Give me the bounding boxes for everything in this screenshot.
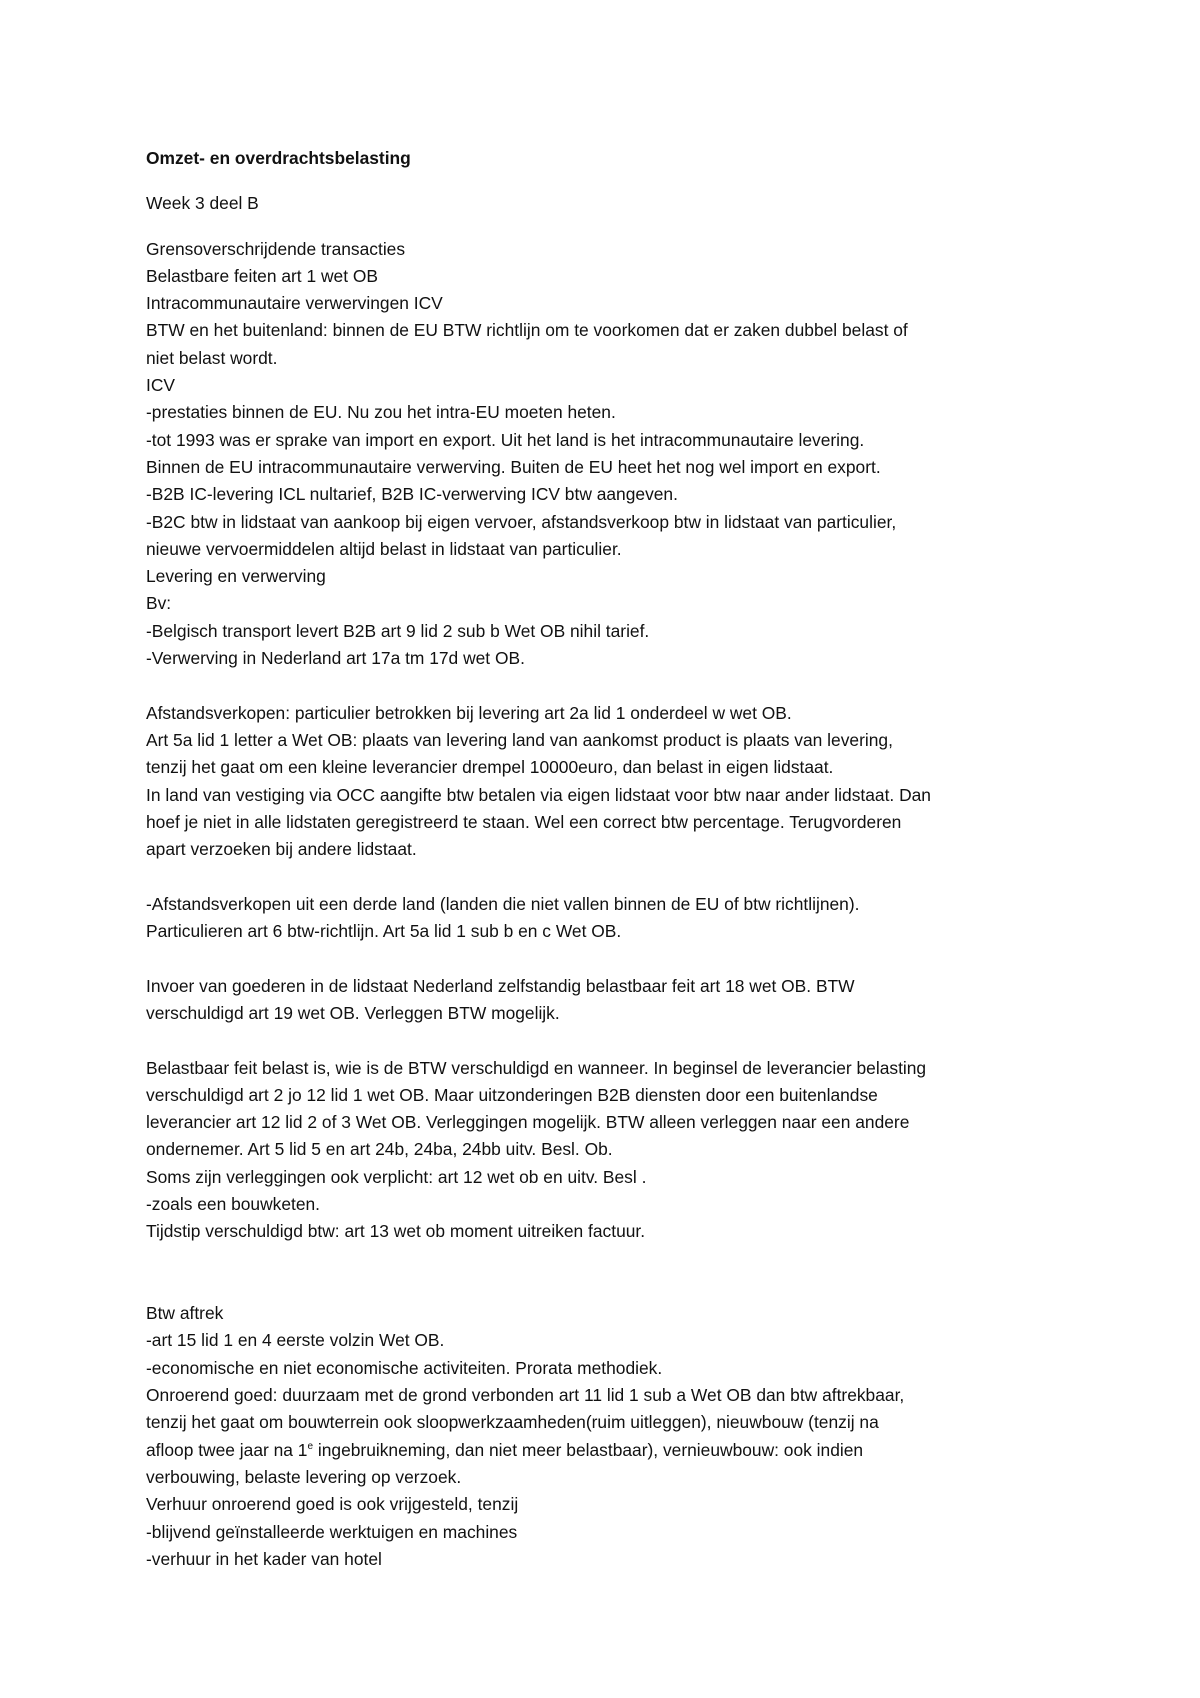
- paragraph-line: -verhuur in het kader van hotel: [146, 1548, 382, 1569]
- paragraph-line: verschuldigd art 2 jo 12 lid 1 wet OB. Maar uitzonderingen B2B diensten door een buitenlandse: [146, 1084, 878, 1105]
- paragraph-line: Soms zijn verleggingen ook verplicht: art 12 wet ob en uitv. Besl .: [146, 1166, 647, 1187]
- paragraph-line: tenzij het gaat om bouwterrein ook sloopwerkzaamheden(ruim uitleggen), nieuwbouw (tenzij na: [146, 1412, 879, 1433]
- document-body: [146, 145, 1076, 1573]
- paragraph-line: verbouwing, belaste levering op verzoek.: [146, 1466, 462, 1487]
- paragraph-line: apart verzoeken bij andere lidstaat.: [146, 839, 417, 860]
- text-segment: ingebruikneming, dan niet meer belastbaar), vernieuwbouw: ook indien: [313, 1439, 864, 1460]
- paragraph-line: -tot 1993 was er sprake van import en export. Uit het land is het intracommunautaire levering.: [146, 429, 865, 450]
- paragraph-line: BTW en het buitenland: binnen de EU BTW richtlijn om te voorkomen dat er zaken dubbel belast of: [146, 320, 908, 341]
- paragraph-line: Art 5a lid 1 letter a Wet OB: plaats van levering land van aankomst product is plaats van levering,: [146, 729, 893, 750]
- paragraph-line: Bv:: [146, 593, 172, 614]
- paragraph-line: -economische en niet economische activiteiten. Prorata methodiek.: [146, 1357, 663, 1378]
- paragraph-line: Verhuur onroerend goed is ook vrijgesteld, tenzij: [146, 1494, 519, 1515]
- spacer: [146, 172, 1076, 190]
- paragraph-line: -prestaties binnen de EU. Nu zou het intra-EU moeten heten.: [146, 402, 616, 423]
- paragraph-line: verschuldigd art 19 wet OB. Verleggen BTW mogelijk.: [146, 1002, 560, 1023]
- paragraph-line: Tijdstip verschuldigd btw: art 13 wet ob moment uitreiken factuur.: [146, 1221, 646, 1242]
- section-derde-land: [146, 891, 1076, 946]
- paragraph-line: Afstandsverkopen: particulier betrokken bij levering art 2a lid 1 onderdeel w wet OB.: [146, 702, 792, 723]
- paragraph-line: Levering en verwerving: [146, 566, 326, 587]
- paragraph-line: ondernemer. Art 5 lid 5 en art 24b, 24ba, 24bb uitv. Besl. Ob.: [146, 1139, 613, 1160]
- paragraph-line: leverancier art 12 lid 2 of 3 Wet OB. Verleggingen mogelijk. BTW alleen verleggen naar een andere: [146, 1112, 910, 1133]
- spacer: [146, 945, 1076, 972]
- paragraph-line: niet belast wordt.: [146, 347, 278, 368]
- section-afstandsverkopen: [146, 700, 1076, 864]
- spacer: [146, 218, 1076, 236]
- paragraph-line: Invoer van goederen in de lidstaat Nederland zelfstandig belastbaar feit art 18 wet OB. BTW: [146, 975, 855, 996]
- paragraph-line: Grensoverschrijdende transacties: [146, 238, 406, 259]
- paragraph-line: Particulieren art 6 btw-richtlijn. Art 5a lid 1 sub b en c Wet OB.: [146, 921, 622, 942]
- paragraph-line: hoef je niet in alle lidstaten geregistreerd te staan. Wel een correct btw percentage. Terugvorderen: [146, 811, 902, 832]
- paragraph-line: Intracommunautaire verwervingen ICV: [146, 293, 443, 314]
- paragraph-line: -art 15 lid 1 en 4 eerste volzin Wet OB.: [146, 1330, 445, 1351]
- document-subtitle: Week 3 deel B: [146, 193, 259, 214]
- paragraph-line: Binnen de EU intracommunautaire verwerving. Buiten de EU heet het nog wel import en export.: [146, 456, 881, 477]
- spacer: [146, 863, 1076, 890]
- paragraph-line: Btw aftrek: [146, 1303, 224, 1324]
- paragraph-line: -Afstandsverkopen uit een derde land (landen die niet vallen binnen de EU of btw richtlijnen).: [146, 893, 860, 914]
- superscript: e: [307, 1440, 314, 1452]
- paragraph-line: nieuwe vervoermiddelen altijd belast in lidstaat van particulier.: [146, 538, 622, 559]
- spacer: [146, 1246, 1076, 1273]
- paragraph-line-with-superscript: [146, 1437, 1076, 1464]
- paragraph-line: -Belgisch transport levert B2B art 9 lid 2 sub b Wet OB nihil tarief.: [146, 620, 650, 641]
- section-belastbaar-feit: [146, 1055, 1076, 1246]
- paragraph-line: -B2B IC-levering ICL nultarief, B2B IC-verwerving ICV btw aangeven.: [146, 484, 678, 505]
- section-btw-aftrek: [146, 1300, 1076, 1573]
- paragraph-line: Onroerend goed: duurzaam met de grond verbonden art 11 lid 1 sub a Wet OB dan btw aftrekbaar,: [146, 1385, 905, 1406]
- spacer: [146, 1273, 1076, 1300]
- section-grensoverschrijdende-transacties: [146, 236, 1076, 673]
- paragraph-line: tenzij het gaat om een kleine leverancier drempel 10000euro, dan belast in eigen lidstaat.: [146, 757, 834, 778]
- paragraph-line: -blijvend geïnstalleerde werktuigen en machines: [146, 1521, 518, 1542]
- paragraph-line: -zoals een bouwketen.: [146, 1193, 321, 1214]
- document-title: Omzet- en overdrachtsbelasting: [146, 148, 411, 168]
- spacer: [146, 672, 1076, 699]
- paragraph-line: -B2C btw in lidstaat van aankoop bij eigen vervoer, afstandsverkoop btw in lidstaat van particulier,: [146, 511, 897, 532]
- paragraph-line: In land van vestiging via OCC aangifte btw betalen via eigen lidstaat voor btw naar ander lidstaat. Dan: [146, 784, 931, 805]
- paragraph-line: -Verwerving in Nederland art 17a tm 17d wet OB.: [146, 648, 525, 669]
- paragraph-line: ICV: [146, 375, 175, 396]
- paragraph-line: Belastbaar feit belast is, wie is de BTW verschuldigd en wanneer. In beginsel de leverancier belasting: [146, 1057, 927, 1078]
- section-invoer: [146, 973, 1076, 1028]
- paragraph-line: Belastbare feiten art 1 wet OB: [146, 265, 378, 286]
- spacer: [146, 1027, 1076, 1054]
- text-segment: afloop twee jaar na 1: [146, 1439, 308, 1460]
